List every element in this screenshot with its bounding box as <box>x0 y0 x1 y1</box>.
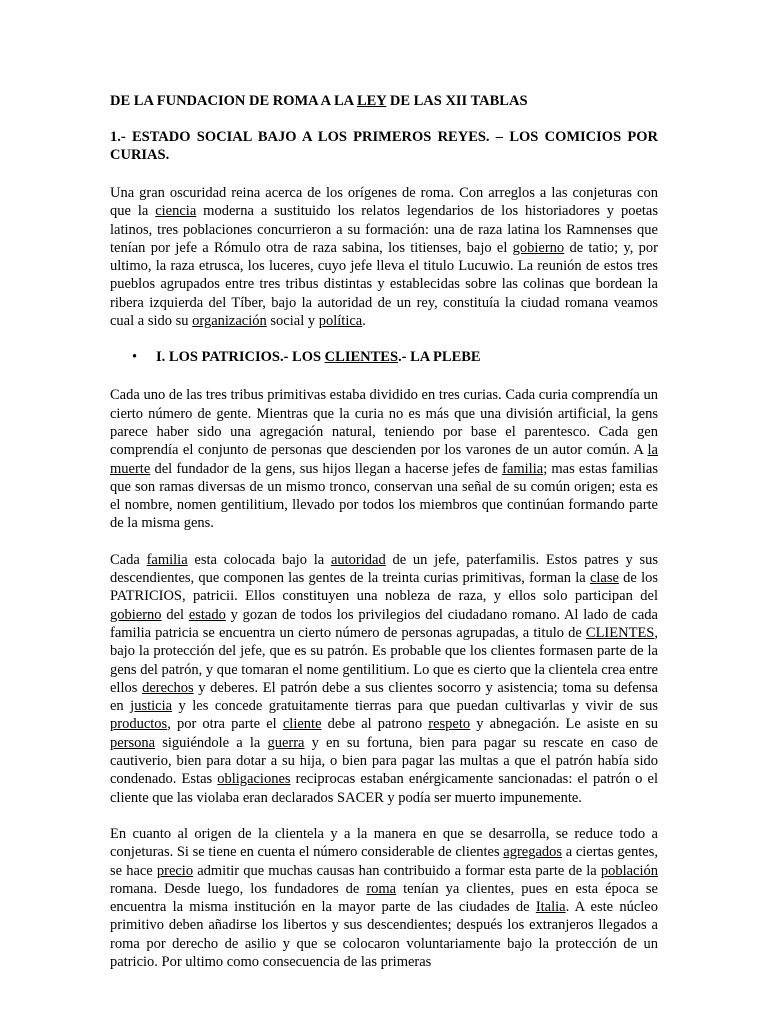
link-gobierno[interactable]: gobierno <box>512 239 565 256</box>
bullet-icon: • <box>132 349 138 366</box>
link-clase[interactable]: clase <box>589 570 619 587</box>
link-familia-2[interactable]: familia <box>146 551 188 568</box>
link-derechos[interactable]: derechos <box>142 679 194 696</box>
link-estado[interactable]: estado <box>188 606 226 623</box>
link-productos[interactable]: productos <box>110 716 168 733</box>
paragraph-tribes: Cada uno de las tres tribus primitivas estaba dividido en tres curias. Cada curia comprendía un cierto número de gente. Mientras que la curia no es más que una división artificial, la gens parece haber sido una agregación natural, teniendo por base el parentesco. Cada gen comprendía el conjunto de personas que descienden por los varones de un autor común. A la muerte del fundador de la gens, sus hijos llegan a hacerse jefes de familia; mas estas familias que son ramas diversas de un mismo tronco, conservan una señal de su común origen; esta es el nombre, nomen gentilitium, llevado por todos los miembros que continúan formando parte de la misma gens. <box>110 387 658 532</box>
link-agregados[interactable]: agregados <box>503 844 563 861</box>
link-la-muerte[interactable]: la muerte <box>110 442 658 477</box>
link-guerra[interactable]: guerra <box>267 734 305 751</box>
link-persona[interactable]: persona <box>110 734 156 751</box>
paragraph-patricians: Cada familia esta colocada bajo la autoridad de un jefe, paterfamilis. Estos patres y sus descendientes, que componen las gentes de la treinta curias primitivas, forman la clase de los PATRICIOS, patricii. Ellos constituyen una nobleza de raza, y ellos solo participan del gobierno del estado y gozan de todos los privilegios del ciudadano romano. Al lado de cada familia patricia se encuentra un cierto número de personas agrupadas, a titulo de CLIENTES, bajo la protección del jefe, que es su patrón. Es probable que los clientes formasen parte de la gens del patrón, y que tomaran el nome gentilitium. Lo que es cierto que la clientela crea entre ellos derechos y deberes. El patrón debe a sus clientes socorro y asistencia; toma su defensa en justicia y les concede gratuitamente tierras para que puedan cultivarlas y vivir de sus productos, por otra parte el cliente debe al patrono respeto y abnegación. Le asiste en su persona siguiéndole a la guerra y en su fortuna, bien para pagar su rescate en caso de cautiverio, bien para dotar a su hija, o bien para pagar las multas a que el patrón había sido condenado. Estas obligaciones reciprocas estaban enérgicamente sancionadas: el patrón o el cliente que las violaba eran declarados SACER y podía ser muerto impunemente. <box>110 551 659 806</box>
link-obligaciones[interactable]: obligaciones <box>217 771 291 788</box>
paragraph-origins: Una gran oscuridad reina acerca de los orígenes de roma. Con arreglos a las conjeturas con que la ciencia moderna a sustituido los relatos legendarios de los historiadores y poetas latinos, tres poblaciones concurrieron a su formación: una de raza latina los Ramnenses que tenían por jefe a Rómulo otra de raza sabina, los titienses, bajo el gobierno de tatio; y, por ultimo, la raza etrusca, los luceres, cuyo jefe lleva el titulo Lucuwio. La reunión de estos tres pueblos agrupados entre tres tribus distintas y establecidas sobre las colinas que bordean la ribera izquierda del Tíber, bajo la autoridad de un rey, constituía la ciudad romana veamos cual a sido su organización social y política. <box>110 185 658 330</box>
link-gobierno-2[interactable]: gobierno <box>110 606 162 623</box>
link-autoridad[interactable]: autoridad <box>330 551 386 568</box>
link-justicia[interactable]: justicia <box>130 698 173 715</box>
section-heading: 1.- ESTADO SOCIAL BAJO A LOS PRIMEROS REYES. – LOS COMICIOS POR CURIAS. <box>110 129 658 163</box>
link-familia[interactable]: familia <box>502 460 544 477</box>
link-clientes-2[interactable]: CLIENTES <box>585 624 655 641</box>
link-ciencia[interactable]: ciencia <box>155 203 197 220</box>
link-poblacion[interactable]: población <box>600 862 658 879</box>
link-cliente[interactable]: cliente <box>282 716 322 733</box>
link-roma[interactable]: roma <box>366 880 397 897</box>
link-ley[interactable]: LEY <box>356 93 387 109</box>
link-politica[interactable]: política <box>318 313 363 330</box>
subsection-heading: • I. LOS PATRICIOS.- LOS CLIENTES.- LA PLEBE <box>110 348 658 366</box>
link-precio[interactable]: precio <box>156 862 194 879</box>
link-respeto[interactable]: respeto <box>428 716 471 733</box>
paragraph-clientela: En cuanto al origen de la clientela y a la manera en que se desarrolla, se reduce todo a conjeturas. Si se tiene en cuenta el número considerable de clientes agregados a ciertas gentes, se hace precio admitir que muchas causas han contribuido a formar esta parte de la población romana. Desde luego, los fundadores de roma tenían ya clientes, pues en esta época se encuentra la misma institución en la mayor parte de las ciudades de Italia. A este núcleo primitivo deben añadirse los libertos y sus descendientes; después los extranjeros llegados a roma por derecho de asilio y que se colocaron voluntariamente bajo la protección de un patricio. Por ultimo como consecuencia de las primeras <box>110 825 658 970</box>
link-organizacion[interactable]: organización <box>192 313 267 330</box>
document-title: DE LA FUNDACION DE ROMA A LA LEY DE LAS XII TABLAS <box>110 93 528 109</box>
link-italia[interactable]: Italia <box>535 899 566 916</box>
link-clientes[interactable]: CLIENTES <box>324 349 399 366</box>
